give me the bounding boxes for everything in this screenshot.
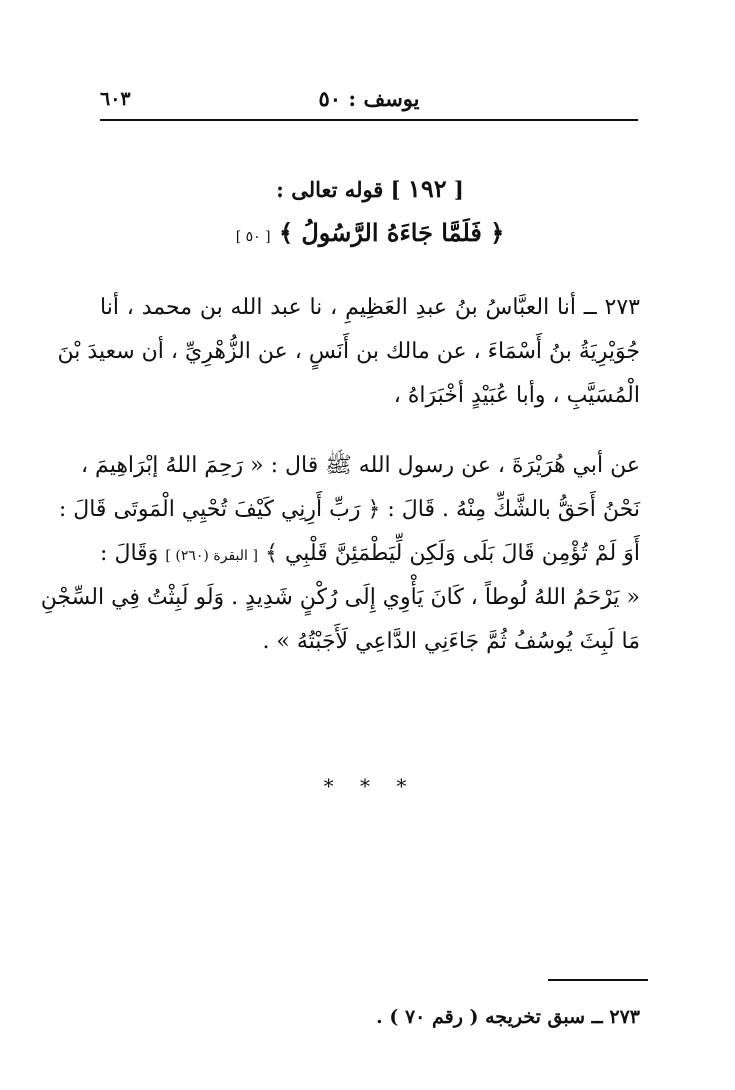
hadith-line-tail: وَقَالَ : xyxy=(100,541,159,566)
section-label: قوله تعالى : xyxy=(276,177,384,202)
running-header xyxy=(100,86,638,116)
chain-line: الْمُسَيَّبِ ، وأبا عُبَيْدٍ أخْبَرَاهُ ، xyxy=(393,383,640,408)
hadith-line-text: أَوَ لَمْ تُؤْمِن قَالَ بَلَى وَلَكِن لِّيَطْمَئِنَّ قَلْبِي ﴾ xyxy=(264,541,640,566)
hadith-text-paragraph xyxy=(40,444,640,664)
hadith-chain-paragraph xyxy=(57,286,640,418)
footnote: ٢٧٣ ــ سبق تخريجه ( رقم ٧٠ ) . xyxy=(376,1006,640,1028)
hadith-line: مَا لَبِثَ يُوسُفُ ثُمَّ جَاءَنِي الدَّاعِي لَأَجَبْتُهُ » . xyxy=(262,629,640,654)
verse-reference: [ ٥٠ ] xyxy=(235,229,271,245)
section-number: ١٩٢ xyxy=(407,174,447,203)
hadith-line: نَحْنُ أَحَقُّ بالشَّكِّ مِنْهُ . قَالَ : ﴿ رَبِّ أَرِنِي كَيْفَ تُحْيِي الْمَوتَى قَالَ : xyxy=(58,497,640,522)
hadith-line: عن أبي هُرَيْرَةَ ، عن رسول الله ﷺ قال : « رَحِمَ اللهُ إبْرَاهِيمَ ، xyxy=(80,453,640,478)
quran-reference: [ البقرة (٢٦٠) ] xyxy=(165,548,258,564)
chain-line: ٢٧٣ ــ أنا العبَّاسُ بنُ عبدِ العَظِيمِ ، نا عبد الله بن محمد ، أنا xyxy=(100,295,640,320)
footnote-rule xyxy=(548,979,648,981)
page-number: ٦٠٣ xyxy=(100,88,131,110)
verse-text: ﴿ فَلَمَّا جَاءَهُ الرَّسُولُ ﴾ xyxy=(278,218,505,247)
section-separator: * * * xyxy=(323,774,417,798)
section-open-bracket: [ xyxy=(453,177,464,202)
hadith-line-with-ref xyxy=(100,532,640,576)
chain-line: جُوَيْرِيَةُ بنُ أَسْمَاءَ ، عن مالك بن أَنَسٍ ، عن الزُّهْرِيِّ ، أن سعيدَ بْنَ xyxy=(57,339,640,364)
hadith-line: « يَرْحَمُ اللهُ لُوطاً ، كَانَ يَأْوِي إِلَى رُكْنٍ شَدِيدٍ . وَلَو لَبِثْتُ فِي السِّجْنِ xyxy=(40,585,640,610)
header-rule xyxy=(100,119,638,121)
section-heading xyxy=(100,174,640,203)
header-title: يوسف : ٥٠ xyxy=(318,86,420,111)
section-close-bracket: ] xyxy=(390,177,401,202)
quran-verse xyxy=(100,218,640,247)
